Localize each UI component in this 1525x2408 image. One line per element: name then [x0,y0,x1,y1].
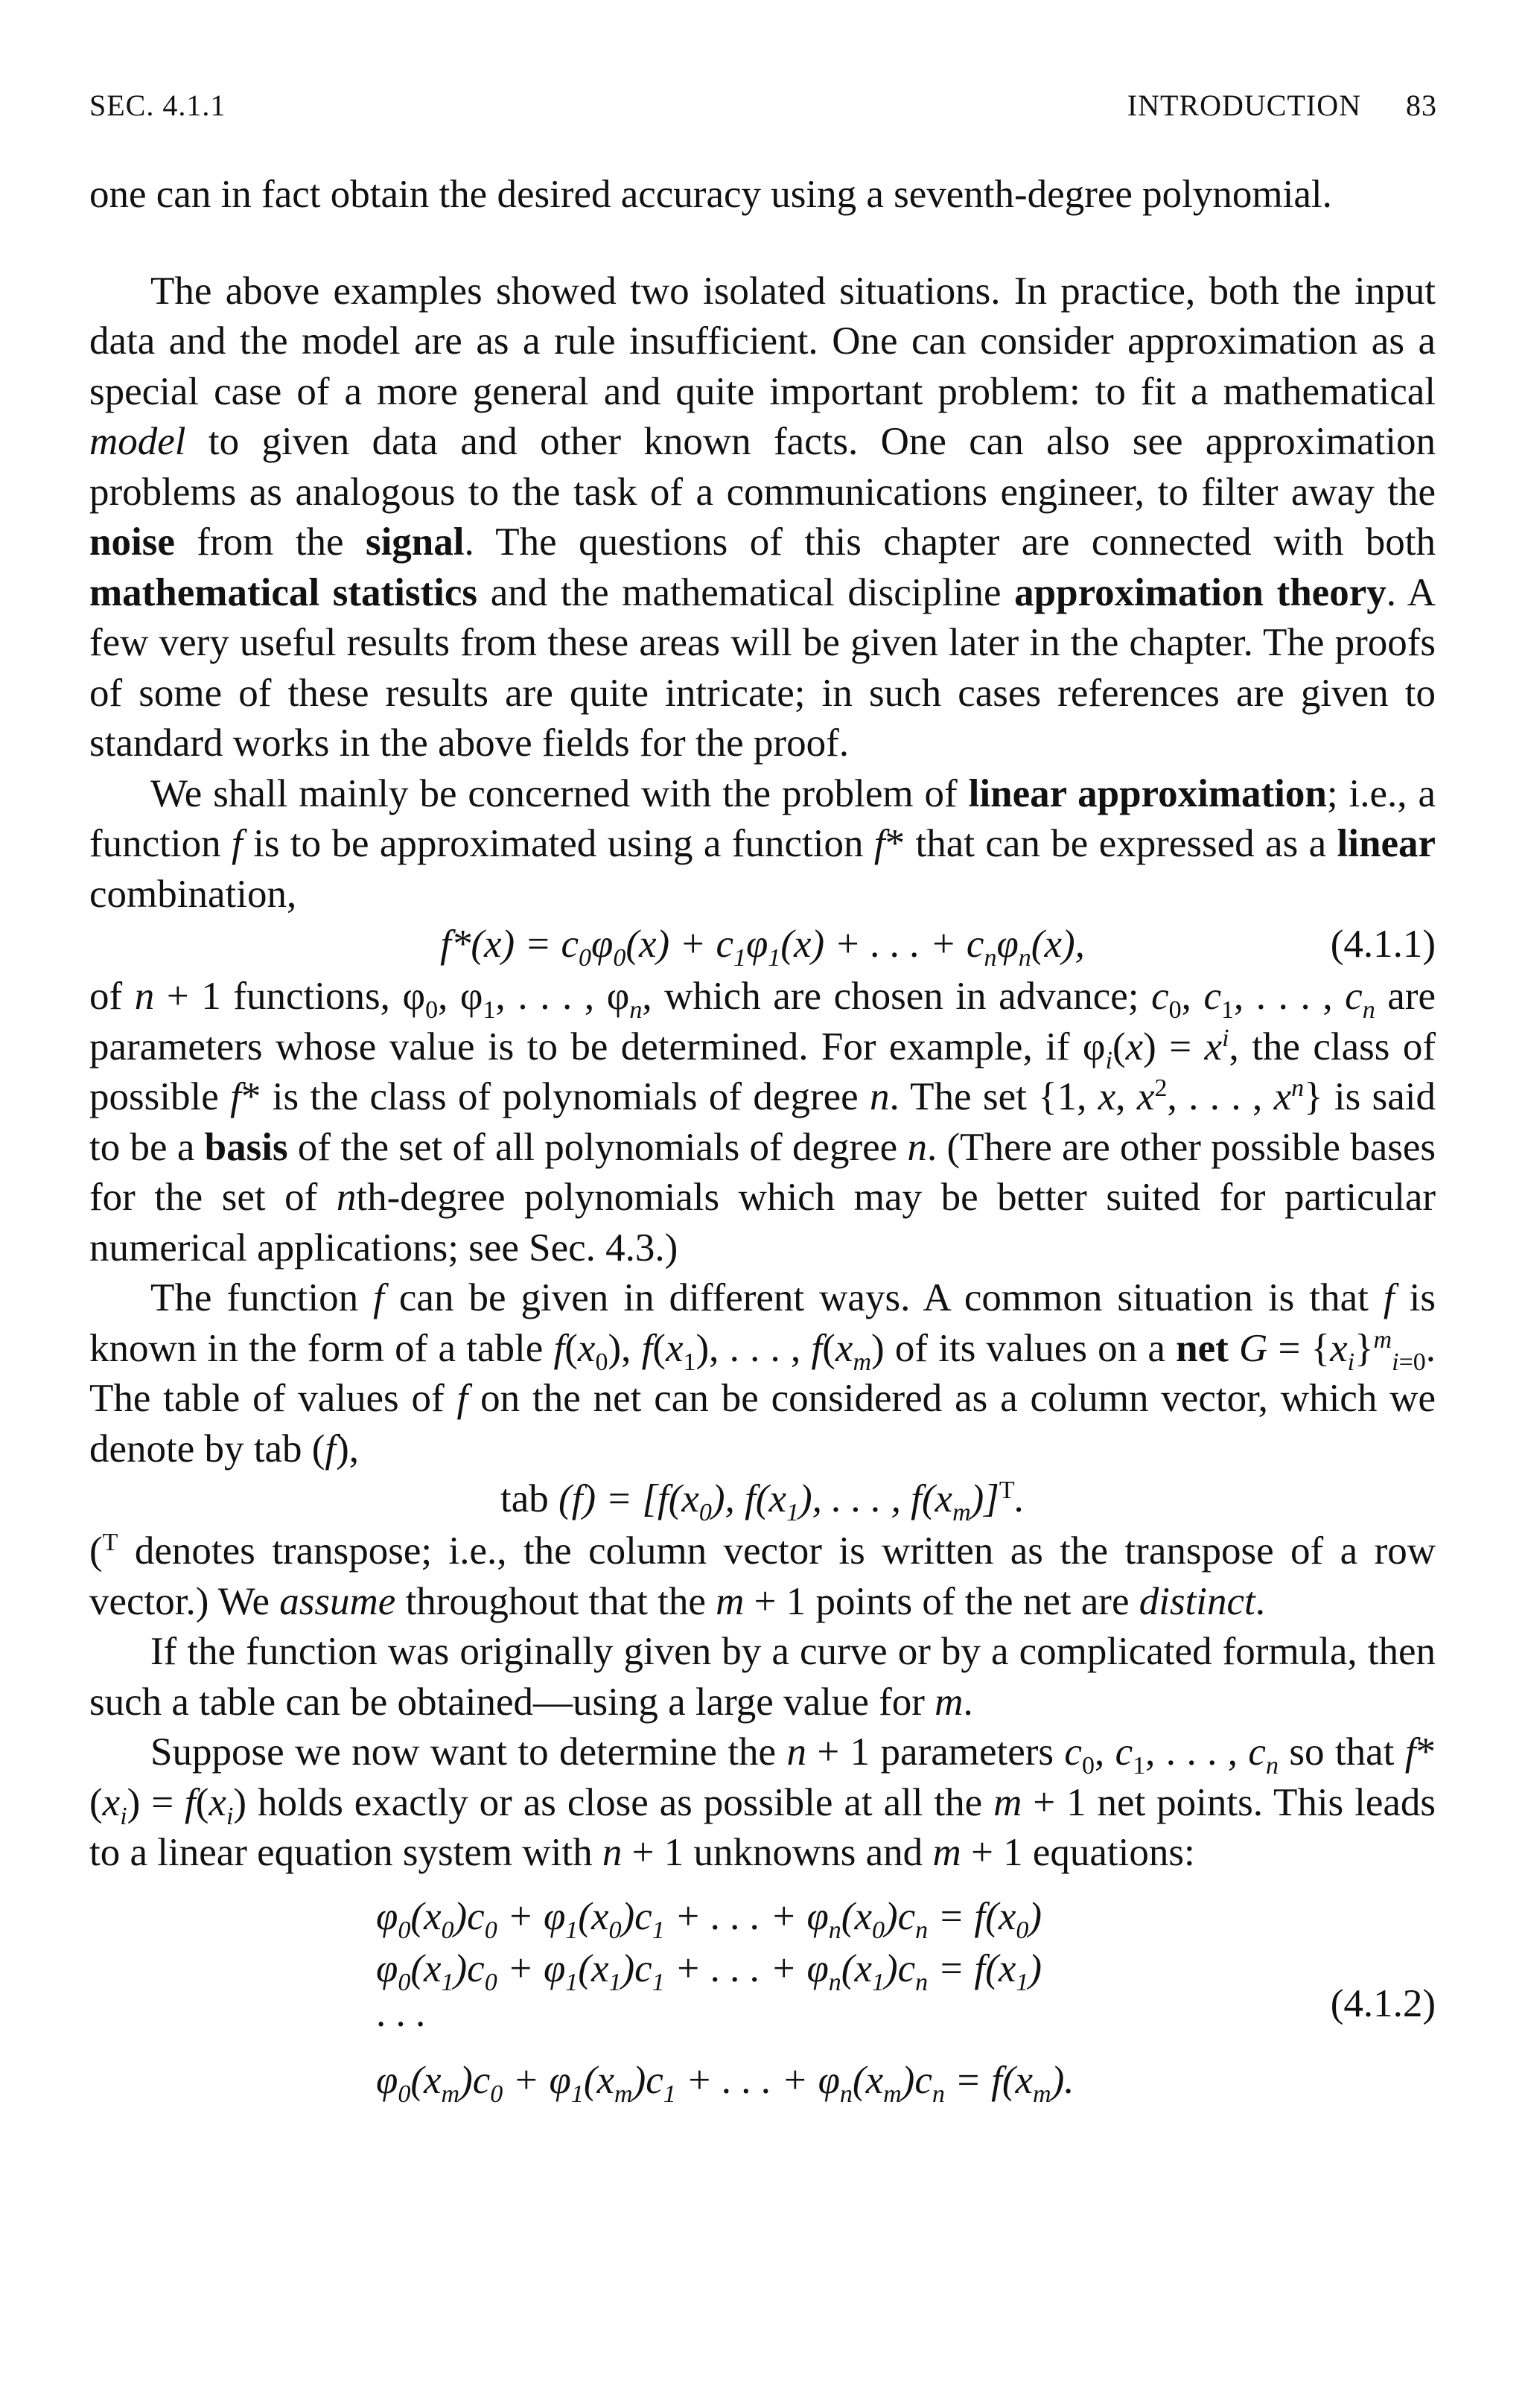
equation-tab-formula: tab $(f) = [f(x_0)$, $f(x_1)$, . . . , $f(x_m)]^T$. [500,1477,1025,1526]
equation-number: (4.1.1) [1330,923,1436,966]
paragraph-parameters: Suppose we now want to determine the n + 1 parameters $c_0$, $c_1$, . . . , $c_n$ so that $f*(x_i) = f(x_i)$ holds exactly or as close as possible at all the m + 1 net points. This leads to a linear equation system with n + 1 unknowns and m + 1 equations: [89,1730,1436,1874]
equation-number: (4.1.2) [1330,1981,1436,2025]
paragraph-approximation-intro: The above examples showed two isolated situations. In practice, both the input data and the model are as a rule insufficient. One can consider approximation as a special case of a more general and quite important problem: to fit a mathematical model to given data and other known facts. One can also see approximation problems as analogous to the task of a communications engineer, to filter away the noise from the signal. The questions of this chapter are connected with both mathematical statistics and the mathematical discipline approximation theory. A few very useful results from these areas will be given later in the chapter. The proofs of some of these results are quite intricate; in such cases references are given to standard works in the above fields for the proof. [89,269,1436,765]
equation-row-1: $\varphi_0(x_1)c_0 + \varphi_1(x_1)c_1$ + . . . + $\varphi_n(x_1)c_n = f(x_1)$ [376,1946,1042,1996]
page-number: 83 [1406,89,1437,122]
equation-system-4-1-2 [89,1879,1436,2124]
running-header-right [1083,88,1437,123]
paragraph-basis: of n + 1 functions, $\varphi_0$, $\varphi_1$, . . . , $\varphi_n$, which are chosen in advance; $c_0$, $c_1$, . . . , $c_n$ are parameters whose value is to be determined. For example, if $\varphi_i(x) = x^i$, the class of possible f* is the class of polynomials of degree n. The set {1, x, $x^2$, . . . , $x^n$} is said to be a basis of the set of all polynomials of degree n. (There are other possible bases for the set of nth-degree polynomials which may be better suited for particular numerical applications; see Sec. 4.3.) [89,975,1436,1270]
paragraph-transpose: ($^T$ denotes transpose; i.e., the column vector is written as the transpose of a row vector.) We assume throughout that the m + 1 points of the net are distinct. [89,1529,1436,1623]
running-header-title: INTRODUCTION [1127,89,1361,122]
running-header-section: SEC. 4.1.1 [89,89,226,122]
equation-row-ellipsis: . . . [376,1991,426,2035]
equation-tab [89,1474,1436,1526]
paragraph-curve: If the function was originally given by a curve or by a complicated formula, then such a table can be obtained—using a large value for m. [89,1630,1436,1724]
page-body [89,170,1436,2124]
paragraph-continuation: one can in fact obtain the desired accuracy using a seventh-degree polynomial. [89,173,1332,216]
equation-row-0: $\varphi_0(x_0)c_0 + \varphi_1(x_0)c_1$ + . . . + $\varphi_n(x_0)c_n = f(x_0)$ [376,1894,1042,1944]
paragraph-net: The function f can be given in different ways. A common situation is that f is known in the form of a table $f(x_0)$, $f(x_1)$, . . . , $f(x_m)$ of its values on a net $G = \{x_i\}^m_{i=0}$. The table of values of f on the net can be considered as a column vector, which we denote by tab (f), [89,1276,1436,1471]
equation-4-1-1-formula: $f*(x) = c_0\varphi_0(x) + c_1\varphi_1(x)$ + . . . + $c_n\varphi_n(x)$, [440,923,1085,972]
paragraph-linear-approximation: We shall mainly be concerned with the problem of linear approximation; i.e., a function f is to be approximated using a function f* that can be expressed as a linear combination, [89,771,1436,916]
equation-4-1-1 [89,920,1436,972]
equation-row-m: $\varphi_0(x_m)c_0 + \varphi_1(x_m)c_1$ + . . . + $\varphi_n(x_m)c_n = f(x_m)$. [376,2058,1074,2108]
